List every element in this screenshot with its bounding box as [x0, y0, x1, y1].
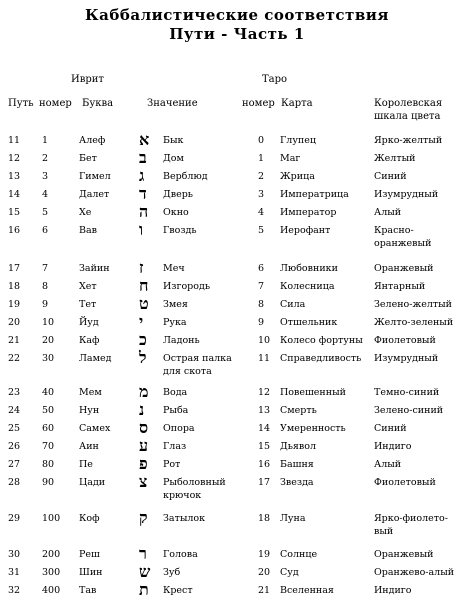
- card-number-cell: 5: [258, 225, 265, 236]
- table-row: [0, 258, 474, 277]
- meaning-cell: Гвоздь: [163, 225, 197, 236]
- card-number-cell: 12: [258, 387, 271, 398]
- meaning-cell: Ладонь: [163, 335, 200, 346]
- path-cell: 31: [8, 567, 21, 578]
- card-number-cell: 14: [258, 423, 271, 434]
- card-number-cell: 15: [258, 441, 271, 452]
- card-cell: Император: [280, 207, 337, 218]
- table-row: [0, 312, 474, 331]
- path-cell: 20: [8, 317, 21, 328]
- path-cell: 12: [8, 153, 21, 164]
- card-cell: Дьявол: [280, 441, 316, 452]
- table-row: [0, 220, 474, 249]
- letter-name-cell: Реш: [79, 549, 100, 560]
- letter-name-cell: Самех: [79, 423, 111, 434]
- number-cell: 5: [42, 207, 49, 218]
- letter-name-cell: Нун: [79, 405, 100, 416]
- path-cell: 23: [8, 387, 21, 398]
- table-row: [0, 436, 474, 455]
- meaning-cell: Голова: [163, 549, 198, 560]
- hebrew-letter: ב: [139, 148, 147, 167]
- letter-name-cell: Коф: [79, 513, 100, 524]
- hebrew-letter: ר: [139, 544, 147, 563]
- number-cell: 90: [42, 477, 55, 488]
- color-cell: Оранжево-алый: [374, 567, 455, 578]
- path-cell: 25: [8, 423, 21, 434]
- path-cell: 13: [8, 171, 21, 182]
- color-cell: Зелено-желтый: [374, 299, 453, 310]
- table-row: [0, 330, 474, 349]
- number-cell: 3: [42, 171, 49, 182]
- card-number-cell: 16: [258, 459, 271, 470]
- meaning-cell: Крест: [163, 585, 193, 596]
- letter-name-cell: Шин: [79, 567, 103, 578]
- card-cell: Смерть: [280, 405, 317, 416]
- number-cell: 400: [42, 585, 61, 596]
- card-cell: Суд: [280, 567, 299, 578]
- number-cell: 30: [42, 353, 55, 364]
- color-cell: Красно-оранжевый: [374, 225, 432, 249]
- card-number-cell: 20: [258, 567, 271, 578]
- color-cell: Фиолетовый: [374, 335, 436, 346]
- meaning-cell: Рука: [163, 317, 187, 328]
- card-number-cell: 4: [258, 207, 265, 218]
- letter-name-cell: Зайин: [79, 263, 110, 274]
- number-cell: 9: [42, 299, 49, 310]
- color-cell: Алый: [374, 459, 402, 470]
- color-cell: Ярко-желтый: [374, 135, 443, 146]
- card-cell: Императрица: [280, 189, 349, 200]
- card-cell: Справедливость: [280, 353, 362, 364]
- letter-name-cell: Алеф: [79, 135, 106, 146]
- color-cell: Фиолетовый: [374, 477, 436, 488]
- card-cell: Маг: [280, 153, 301, 164]
- number-cell: 8: [42, 281, 49, 292]
- card-number-cell: 3: [258, 189, 265, 200]
- table-row: [0, 276, 474, 295]
- card-number-cell: 0: [258, 135, 265, 146]
- meaning-cell: Окно: [163, 207, 189, 218]
- path-cell: 32: [8, 585, 21, 596]
- card-number-cell: 8: [258, 299, 265, 310]
- table-row: [0, 472, 474, 501]
- meaning-cell: Опора: [163, 423, 195, 434]
- card-cell: Башня: [280, 459, 314, 470]
- path-cell: 28: [8, 477, 21, 488]
- meaning-cell: Бык: [163, 135, 184, 146]
- letter-name-cell: Тет: [79, 299, 97, 310]
- letter-name-cell: Далет: [79, 189, 110, 200]
- card-number-cell: 19: [258, 549, 271, 560]
- card-number-cell: 2: [258, 171, 265, 182]
- meaning-cell: Зуб: [163, 567, 181, 578]
- path-cell: 16: [8, 225, 21, 236]
- number-cell: 40: [42, 387, 55, 398]
- path-cell: 17: [8, 263, 21, 274]
- color-cell: Зелено-синий: [374, 405, 444, 416]
- hebrew-letter: צ: [139, 472, 148, 491]
- hebrew-letter: מ: [139, 382, 149, 401]
- table-row: [0, 382, 474, 401]
- number-cell: 50: [42, 405, 55, 416]
- table-row: [0, 148, 474, 167]
- number-cell: 80: [42, 459, 55, 470]
- color-cell: Синий: [374, 423, 407, 434]
- hebrew-letter: ש: [139, 562, 151, 581]
- table-row: [0, 544, 474, 563]
- meaning-cell: Рыболовный: [163, 477, 226, 488]
- meaning-cell-continued: крючок: [163, 490, 202, 501]
- color-cell: Индиго: [374, 441, 412, 452]
- color-cell: Темно-синий: [374, 387, 440, 398]
- letter-name-cell: Пе: [79, 459, 93, 470]
- meaning-cell-continued: для скота: [163, 366, 212, 377]
- table-row: [0, 184, 474, 203]
- hebrew-letter: ת: [139, 580, 149, 599]
- path-cell: 30: [8, 549, 21, 560]
- meaning-cell: Рот: [163, 459, 181, 470]
- color-cell: Янтарный: [374, 281, 426, 292]
- letter-name-cell: Вав: [79, 225, 97, 236]
- number-cell: 60: [42, 423, 55, 434]
- number-cell: 200: [42, 549, 61, 560]
- color-cell: Ярко-фиолето-: [374, 513, 448, 524]
- letter-name-cell: Йуд: [79, 317, 99, 328]
- card-number-cell: 21: [258, 585, 271, 596]
- number-cell: 300: [42, 567, 61, 578]
- number-cell: 20: [42, 335, 55, 346]
- card-cell: Колесница: [280, 281, 335, 292]
- column-header-card: Карта: [281, 98, 313, 109]
- hebrew-letter: ל: [139, 348, 147, 367]
- path-cell: 21: [8, 335, 21, 346]
- table-row: [0, 418, 474, 437]
- color-cell-continued: вый: [374, 526, 394, 537]
- card-number-cell: 9: [258, 317, 265, 328]
- column-header-letter: Буква: [82, 98, 114, 109]
- card-cell: Повешенный: [280, 387, 346, 398]
- card-cell: Глупец: [280, 135, 316, 146]
- meaning-cell: Затылок: [163, 513, 206, 524]
- color-cell: Алый: [374, 207, 402, 218]
- table-row: [0, 562, 474, 581]
- hebrew-letter: ח: [139, 276, 149, 295]
- hebrew-letter: ז: [139, 258, 144, 277]
- path-cell: 18: [8, 281, 21, 292]
- hebrew-letter: ג: [139, 166, 145, 185]
- hebrew-letter: ה: [139, 202, 149, 221]
- column-header-path: Путь: [8, 98, 34, 109]
- table-row: [0, 166, 474, 185]
- number-cell: 7: [42, 263, 49, 274]
- table-row: [0, 400, 474, 419]
- column-header-meaning: Значение: [147, 98, 198, 109]
- number-cell: 2: [42, 153, 49, 164]
- meaning-cell: Меч: [163, 263, 185, 274]
- number-cell: 70: [42, 441, 55, 452]
- card-cell: Вселенная: [280, 585, 334, 596]
- color-cell: Изумрудный: [374, 353, 439, 364]
- column-header-color: [374, 97, 442, 123]
- table-row: [0, 130, 474, 149]
- hebrew-letter: י: [139, 312, 144, 331]
- path-cell: 19: [8, 299, 21, 310]
- hebrew-letter: ט: [139, 294, 149, 313]
- card-number-cell: 17: [258, 477, 271, 488]
- group-header-hebrew: Иврит: [71, 74, 104, 85]
- hebrew-letter: פ: [139, 454, 148, 473]
- path-cell: 26: [8, 441, 21, 452]
- table-row: [0, 202, 474, 221]
- path-cell: 24: [8, 405, 21, 416]
- hebrew-letter: נ: [139, 400, 145, 419]
- hebrew-letter: ו: [139, 220, 144, 239]
- letter-name-cell: Хе: [79, 207, 92, 218]
- table-subtitle: Пути - Часть 1: [169, 25, 305, 43]
- number-cell: 6: [42, 225, 49, 236]
- meaning-cell: Изгородь: [163, 281, 210, 292]
- letter-name-cell: Хет: [79, 281, 97, 292]
- letter-name-cell: Гимел: [79, 171, 111, 182]
- color-cell: Желтый: [374, 153, 416, 164]
- table-row: [0, 454, 474, 473]
- letter-name-cell: Каф: [79, 335, 100, 346]
- column-header-number: номер: [39, 98, 72, 109]
- letter-name-cell: Бет: [79, 153, 97, 164]
- card-number-cell: 11: [258, 353, 271, 364]
- group-header-tarot: Таро: [262, 74, 288, 85]
- meaning-cell: Глаз: [163, 441, 187, 452]
- meaning-cell: Острая палка: [163, 353, 232, 364]
- hebrew-letter: ק: [139, 508, 148, 527]
- path-cell: 14: [8, 189, 21, 200]
- number-cell: 10: [42, 317, 55, 328]
- card-number-cell: 13: [258, 405, 271, 416]
- card-cell: Любовники: [280, 263, 338, 274]
- card-cell: Жрица: [280, 171, 315, 182]
- meaning-cell: Вода: [163, 387, 188, 398]
- hebrew-letter: ד: [139, 184, 147, 203]
- card-number-cell: 18: [258, 513, 271, 524]
- number-cell: 100: [42, 513, 61, 524]
- column-header-color-line1: Королевская: [374, 98, 443, 109]
- card-cell: Звезда: [280, 477, 314, 488]
- card-number-cell: 10: [258, 335, 271, 346]
- color-cell: Индиго: [374, 585, 412, 596]
- path-cell: 11: [8, 135, 21, 146]
- card-cell: Отшельник: [280, 317, 338, 328]
- color-cell: Желто-зеленый: [374, 317, 454, 328]
- color-cell: Оранжевый: [374, 263, 434, 274]
- table-title: Каббалистические соответствия: [85, 6, 389, 24]
- meaning-cell: Дом: [163, 153, 184, 164]
- number-cell: 1: [42, 135, 49, 146]
- hebrew-letter: ס: [139, 418, 149, 437]
- color-cell: Синий: [374, 171, 407, 182]
- color-cell: Оранжевый: [374, 549, 434, 560]
- card-number-cell: 7: [258, 281, 265, 292]
- card-cell: Сила: [280, 299, 306, 310]
- card-number-cell: 6: [258, 263, 265, 274]
- path-cell: 29: [8, 513, 21, 524]
- letter-name-cell: Мем: [79, 387, 102, 398]
- number-cell: 4: [42, 189, 49, 200]
- path-cell: 27: [8, 459, 21, 470]
- hebrew-letter: א: [139, 130, 150, 149]
- column-header-color-line2: шкала цвета: [374, 111, 441, 122]
- path-cell: 22: [8, 353, 21, 364]
- letter-name-cell: Аин: [79, 441, 99, 452]
- card-cell: Умеренность: [280, 423, 346, 434]
- meaning-cell: Змея: [163, 299, 188, 310]
- letter-name-cell: Ламед: [79, 353, 112, 364]
- table-row: [0, 580, 474, 599]
- letter-name-cell: Цади: [79, 477, 106, 488]
- color-cell: Изумрудный: [374, 189, 439, 200]
- meaning-cell: Дверь: [163, 189, 193, 200]
- card-cell: Иерофант: [280, 225, 331, 236]
- card-cell: Колесо фортуны: [280, 335, 363, 346]
- card-cell: Солнце: [280, 549, 318, 560]
- column-header-card-number: номер: [242, 98, 275, 109]
- letter-name-cell: Тав: [79, 585, 97, 596]
- table-row: [0, 294, 474, 313]
- hebrew-letter: ע: [139, 436, 149, 455]
- table-row: [0, 508, 474, 537]
- card-number-cell: 1: [258, 153, 265, 164]
- meaning-cell: Рыба: [163, 405, 189, 416]
- meaning-cell: Верблюд: [163, 171, 208, 182]
- table-row: [0, 348, 474, 377]
- path-cell: 15: [8, 207, 21, 218]
- hebrew-letter: כ: [139, 330, 147, 349]
- card-cell: Луна: [280, 513, 306, 524]
